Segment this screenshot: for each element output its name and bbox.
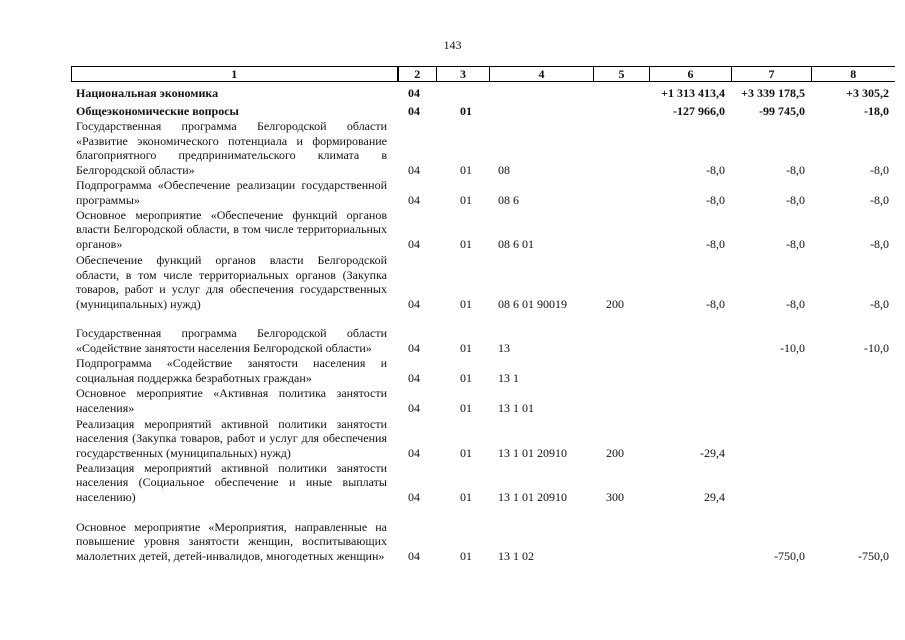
row-subsection-code: 01 xyxy=(460,297,472,312)
row-amount-col8: +3 305,2 xyxy=(846,86,889,101)
row-amount-col6: -8,0 xyxy=(706,237,725,252)
row-amount-col7: -8,0 xyxy=(786,297,805,312)
column-header-1: 1 xyxy=(72,67,398,82)
row-subsection-code: 01 xyxy=(460,237,472,252)
row-name: Государственная программа Белгородской области «Развитие экономического потенциала и формирование благоприятного предпринимательского климата в Белгородской области» xyxy=(76,118,387,178)
row-amount-col7: -8,0 xyxy=(786,237,805,252)
row-section-code: 04 xyxy=(408,401,420,416)
row-amount-col7: -750,0 xyxy=(774,549,805,564)
table-row xyxy=(0,312,905,356)
table-row xyxy=(0,356,905,386)
row-target-article-code: 13 1 01 20910 xyxy=(498,490,567,505)
row-amount-col6: 29,4 xyxy=(704,490,725,505)
row-target-article-code: 13 1 01 20910 xyxy=(498,446,567,461)
row-name: Реализация мероприятий активной политики занятости населения (Социальное обеспечение и иные выплаты населению) xyxy=(76,460,387,505)
column-header-2: 2 xyxy=(398,67,437,82)
row-amount-col6: +1 313 413,4 xyxy=(661,86,725,101)
row-section-code: 04 xyxy=(408,341,420,356)
row-target-article-code: 13 1 xyxy=(498,371,519,386)
page-number: 143 xyxy=(443,38,462,52)
row-name: Общеэкономические вопросы xyxy=(76,104,239,119)
row-target-article-code: 08 xyxy=(498,163,510,178)
row-amount-col8: -8,0 xyxy=(870,297,889,312)
row-name: Основное мероприятие «Активная политика занятости населения» xyxy=(76,386,387,416)
row-amount-col7: -8,0 xyxy=(786,193,805,208)
row-name: Государственная программа Белгородской области «Содействие занятости населения Белгородской области» xyxy=(76,326,387,356)
column-header-6: 6 xyxy=(650,67,732,82)
row-name: Основное мероприятие «Мероприятия, направленные на повышение уровня занятости женщин, воспитывающих малолетних детей, детей-инвалидов, многодетных женщин» xyxy=(76,519,387,564)
row-expense-type-code: 300 xyxy=(606,490,624,505)
row-name: Обеспечение функций органов власти Белгородской области, в том числе территориальных органов (Закупка товаров, работ и услуг для обеспечения государственных (муниципальных) нужд) xyxy=(76,252,387,312)
row-section-code: 04 xyxy=(408,163,420,178)
row-subsection-code: 01 xyxy=(460,549,472,564)
table-row xyxy=(0,178,905,208)
row-subsection-code: 01 xyxy=(460,371,472,386)
row-amount-col7: -10,0 xyxy=(780,341,805,356)
row-subsection-code: 01 xyxy=(460,401,472,416)
budget-table-body xyxy=(0,86,905,564)
table-row xyxy=(0,461,905,505)
row-name: Подпрограмма «Содействие занятости населения и социальная поддержка безработных граждан» xyxy=(76,356,387,386)
row-expense-type-code: 200 xyxy=(606,446,624,461)
row-amount-col8: -8,0 xyxy=(870,163,889,178)
row-subsection-code: 01 xyxy=(460,341,472,356)
row-target-article-code: 13 1 02 xyxy=(498,549,534,564)
table-row xyxy=(0,86,905,101)
row-amount-col8: -8,0 xyxy=(870,237,889,252)
row-section-code: 04 xyxy=(408,86,420,101)
row-name: Основное мероприятие «Обеспечение функций органов власти Белгородской области, в том числе территориальных органов» xyxy=(76,207,387,252)
row-name: Национальная экономика xyxy=(76,86,219,101)
table-row xyxy=(0,505,905,564)
row-target-article-code: 08 6 01 xyxy=(498,237,534,252)
row-amount-col7: -99 745,0 xyxy=(759,104,805,119)
row-amount-col7: -8,0 xyxy=(786,163,805,178)
row-target-article-code: 13 1 01 xyxy=(498,401,534,416)
row-section-code: 04 xyxy=(408,549,420,564)
row-amount-col8: -10,0 xyxy=(864,341,889,356)
row-amount-col8: -18,0 xyxy=(864,104,889,119)
row-target-article-code: 08 6 01 90019 xyxy=(498,297,567,312)
row-amount-col7: +3 339 178,5 xyxy=(741,86,805,101)
row-amount-col6: -29,4 xyxy=(700,446,725,461)
column-header-7: 7 xyxy=(732,67,812,82)
row-expense-type-code: 200 xyxy=(606,297,624,312)
row-target-article-code: 13 xyxy=(498,341,510,356)
row-subsection-code: 01 xyxy=(460,490,472,505)
row-section-code: 04 xyxy=(408,490,420,505)
row-target-article-code: 08 6 xyxy=(498,193,519,208)
row-section-code: 04 xyxy=(408,193,420,208)
row-amount-col6: -8,0 xyxy=(706,193,725,208)
table-row xyxy=(0,416,905,461)
row-section-code: 04 xyxy=(408,297,420,312)
column-header-row xyxy=(71,66,895,82)
row-section-code: 04 xyxy=(408,237,420,252)
table-row xyxy=(0,386,905,416)
row-subsection-code: 01 xyxy=(460,163,472,178)
row-name: Реализация мероприятий активной политики занятости населения (Закупка товаров, работ и услуг для обеспечения государственных (муниципальных) нужд) xyxy=(76,416,387,461)
row-amount-col8: -750,0 xyxy=(858,549,889,564)
column-header-3: 3 xyxy=(437,67,490,82)
row-name: Подпрограмма «Обеспечение реализации государственной программы» xyxy=(76,178,387,208)
row-amount-col6: -8,0 xyxy=(706,297,725,312)
row-section-code: 04 xyxy=(408,446,420,461)
row-subsection-code: 01 xyxy=(460,193,472,208)
row-section-code: 04 xyxy=(408,104,420,119)
row-amount-col8: -8,0 xyxy=(870,193,889,208)
column-header-5: 5 xyxy=(594,67,650,82)
row-section-code: 04 xyxy=(408,371,420,386)
column-header-4: 4 xyxy=(490,67,594,82)
row-subsection-code: 01 xyxy=(460,104,472,119)
row-amount-col6: -8,0 xyxy=(706,163,725,178)
row-amount-col6: -127 966,0 xyxy=(673,104,725,119)
column-header-8: 8 xyxy=(812,67,895,82)
table-row xyxy=(0,101,905,119)
table-row xyxy=(0,252,905,312)
table-row xyxy=(0,208,905,252)
row-subsection-code: 01 xyxy=(460,446,472,461)
table-row xyxy=(0,119,905,178)
